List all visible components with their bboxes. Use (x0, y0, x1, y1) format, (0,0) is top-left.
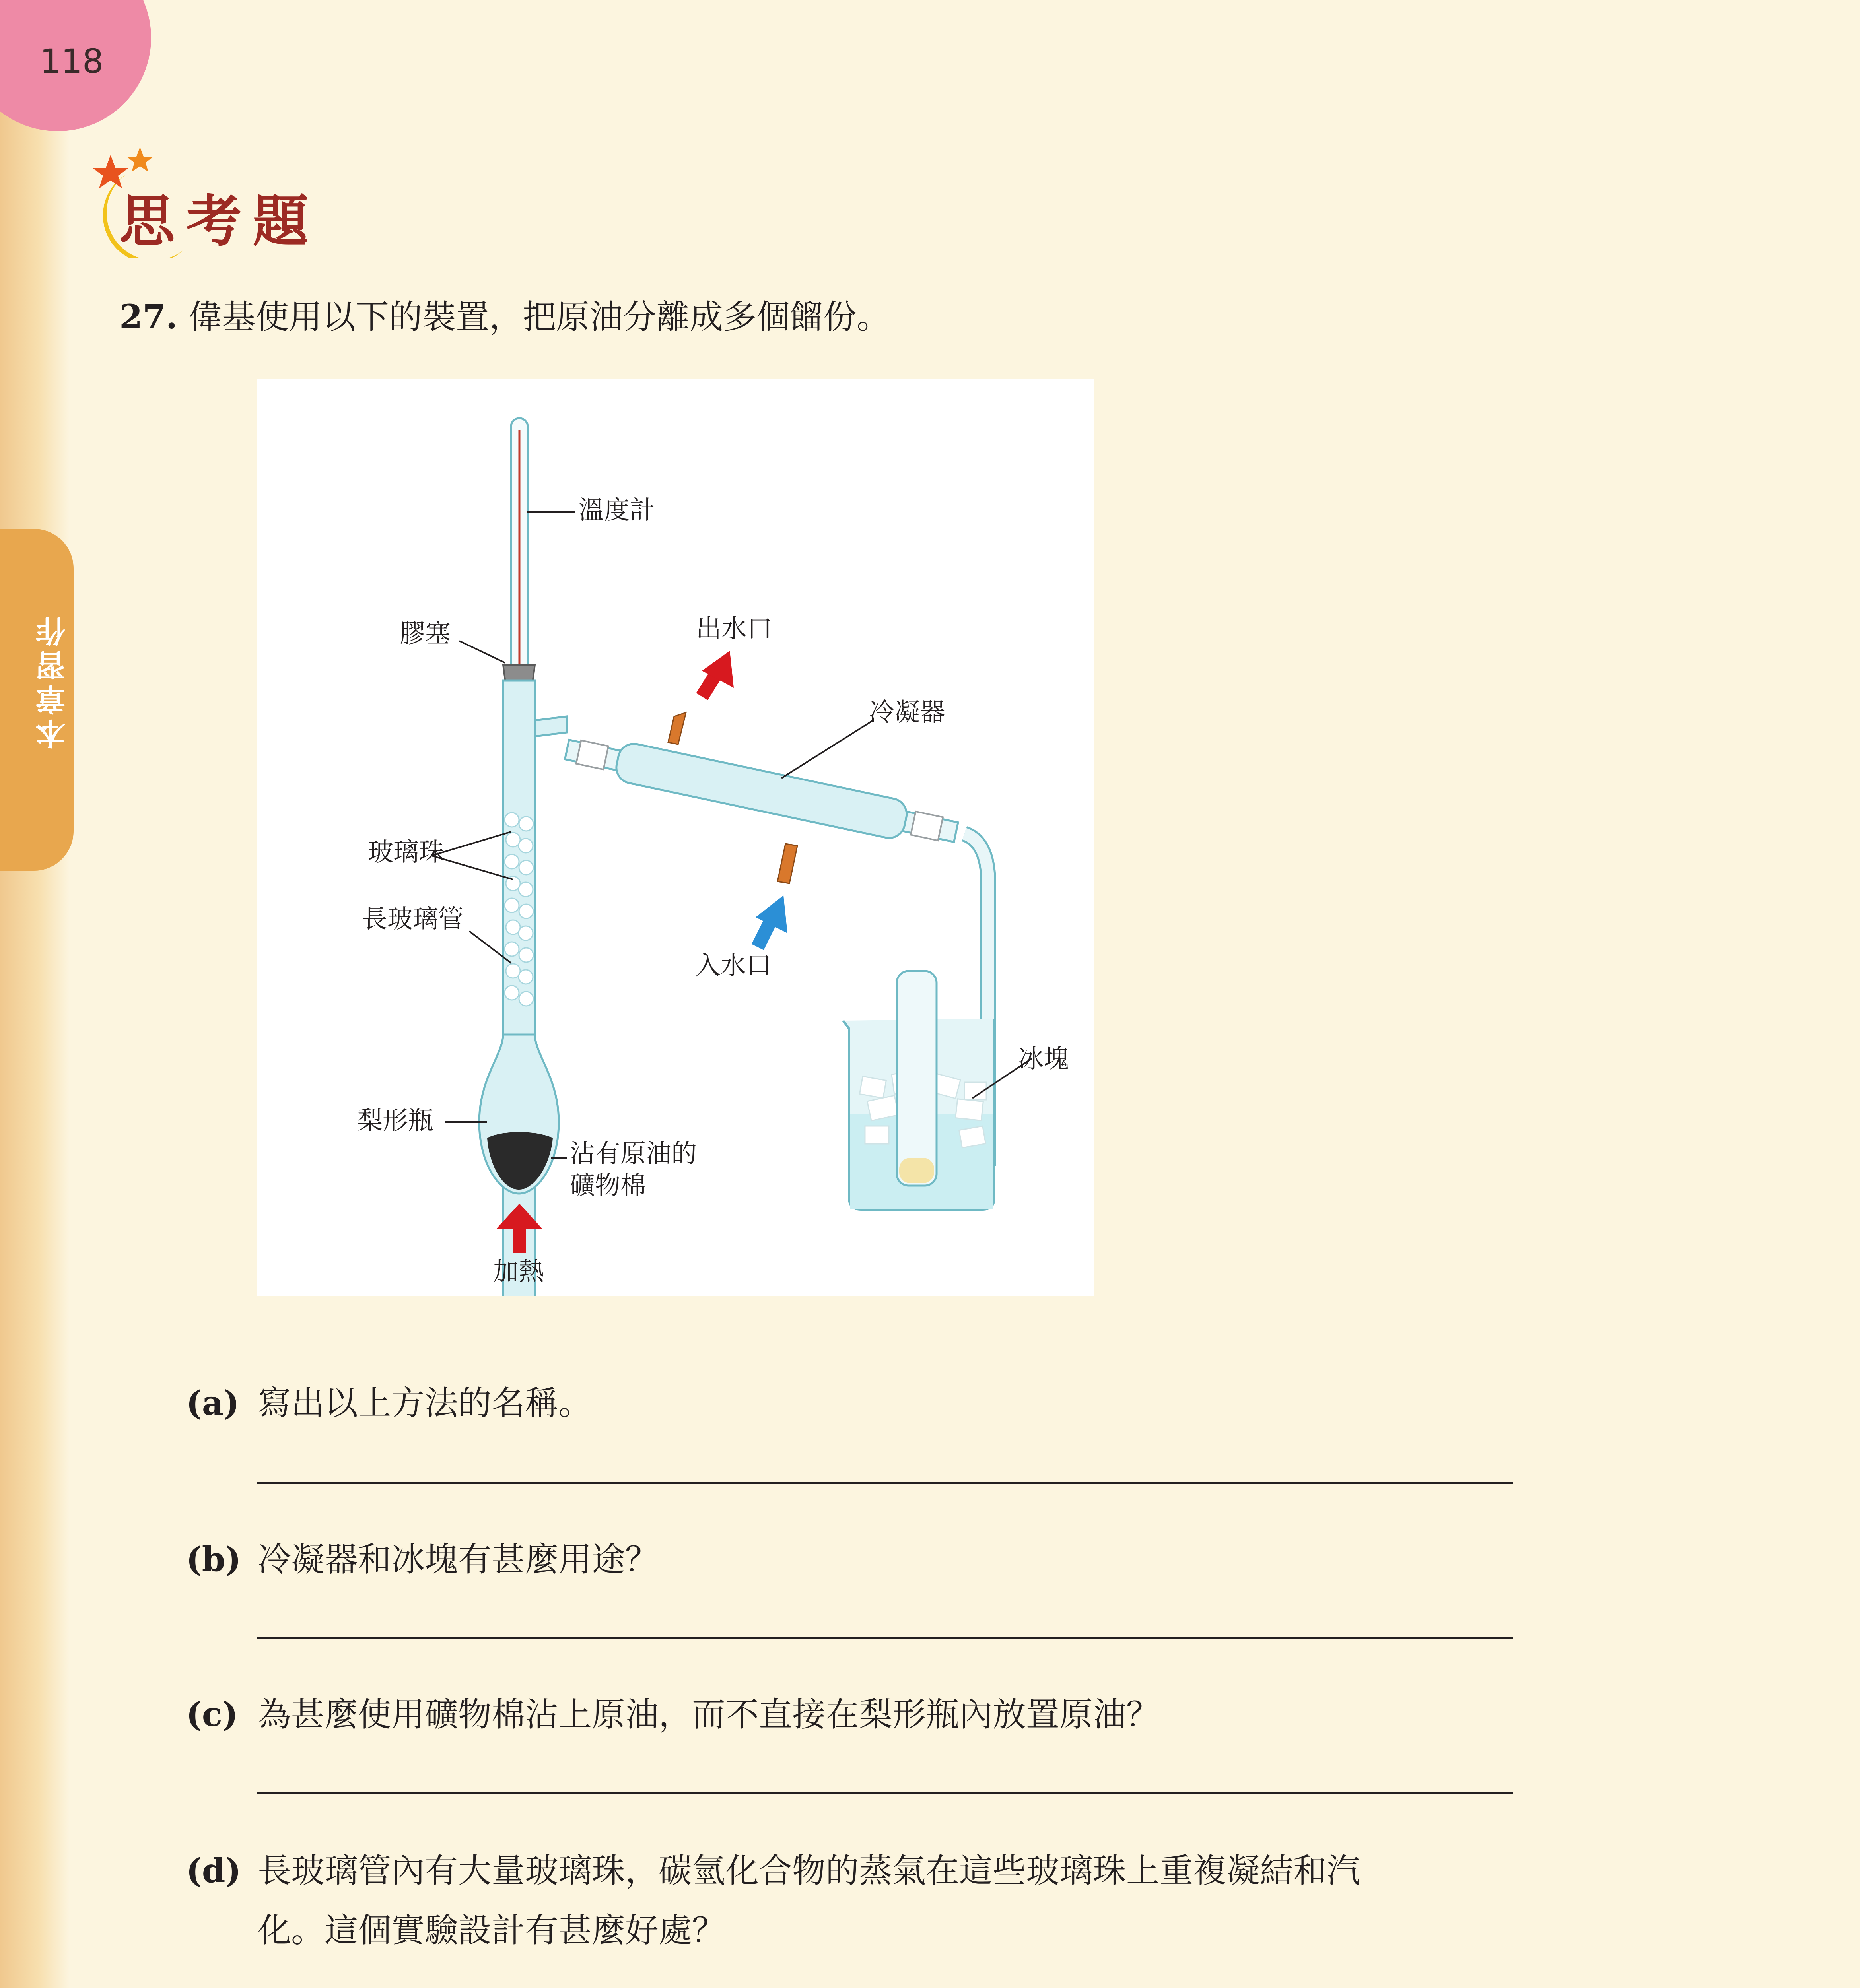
label-glass-beads: 玻璃珠 (368, 838, 444, 867)
part-b-label: (b) (186, 1540, 241, 1579)
question-text: 偉基使用以下的裝置，把原油分離成多個餾份。 (189, 297, 890, 336)
label-heat: 加熱 (493, 1257, 544, 1287)
part-d-label: (d) (186, 1851, 241, 1890)
part-b (186, 1533, 659, 1581)
label-condenser: 冷凝器 (869, 698, 945, 727)
answer-line-a[interactable] (257, 1482, 1513, 1484)
water-out-arrow-icon (702, 651, 734, 697)
part-d-text-continued: 化。這個實驗設計有甚麼好處？ (258, 1911, 726, 1950)
answer-line-b[interactable] (257, 1637, 1513, 1639)
part-a-text: 寫出以上方法的名稱。 (258, 1384, 592, 1423)
label-mineral-wool-line2: 礦物棉 (569, 1171, 646, 1200)
part-c (186, 1688, 1160, 1736)
label-ice: 冰塊 (1018, 1044, 1069, 1074)
part-c-text: 為甚麼使用礦物棉沾上原油，而不直接在梨形瓶內放置原油？ (258, 1695, 1160, 1734)
question-number: 27. (119, 297, 178, 336)
label-long-glass-tube: 長玻璃管 (362, 905, 464, 934)
star-icon (126, 147, 154, 172)
water-in-arrow-icon (756, 895, 787, 947)
label-stopper: 膠塞 (400, 619, 451, 648)
part-a-label: (a) (186, 1383, 239, 1423)
label-thermometer: 溫度計 (579, 496, 655, 525)
water-inlet-tube (777, 844, 797, 883)
condenser (563, 730, 960, 852)
label-pear-flask: 梨形瓶 (357, 1106, 433, 1136)
part-d-text: 長玻璃管內有大量玻璃珠，碳氫化合物的蒸氣在這些玻璃珠上重複凝結和汽 (258, 1851, 1361, 1890)
section-title: 思考題 (119, 189, 320, 254)
label-water-in: 入水口 (695, 951, 772, 980)
fractional-distillation-figure (257, 379, 1094, 1296)
part-a (186, 1376, 592, 1425)
part-c-label: (c) (186, 1695, 238, 1734)
ice-beaker (843, 971, 994, 1209)
question-27 (119, 290, 890, 338)
label-mineral-wool-line1: 沾有原油的 (569, 1139, 697, 1169)
part-b-text: 冷凝器和冰塊有甚麼用途？ (258, 1540, 659, 1579)
part-d-hint (266, 1984, 1047, 1988)
chapter-side-tab-label: 本章習作 (35, 612, 70, 749)
water-outlet-tube (668, 712, 686, 744)
page-margin-strip (0, 0, 70, 1988)
page-number: 118 (40, 42, 104, 81)
label-water-out: 出水口 (696, 614, 772, 644)
part-d (186, 1844, 1360, 1892)
long-glass-tube (503, 681, 535, 1296)
answer-line-c[interactable] (257, 1792, 1513, 1794)
